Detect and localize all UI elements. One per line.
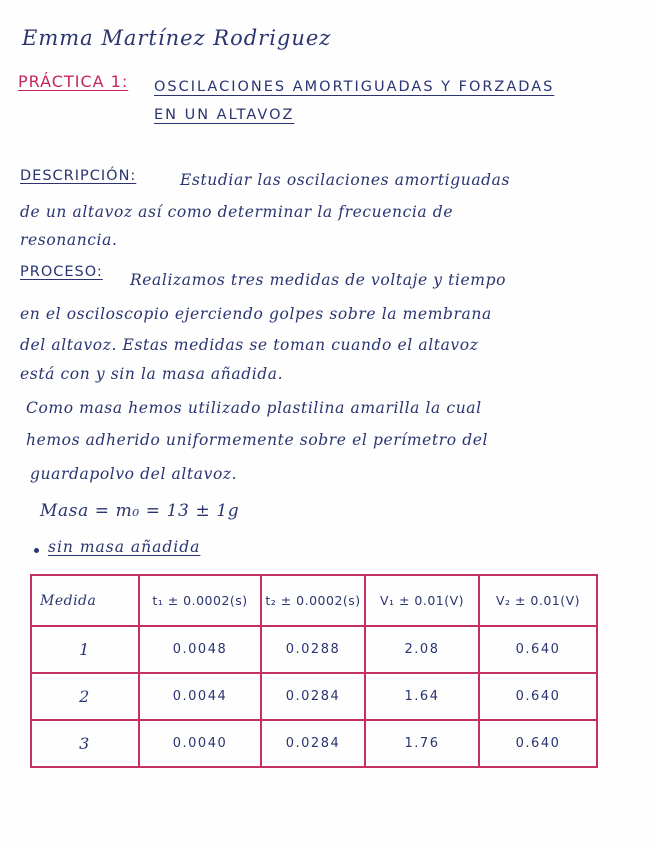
proceso-line-3: del altavoz. Estas medidas se toman cuando el altavoz bbox=[20, 336, 479, 354]
cell-medida: 2 bbox=[31, 673, 139, 720]
descripcion-line-3: resonancia. bbox=[20, 231, 118, 249]
descripcion-line-2: de un altavoz así como determinar la frecuencia de bbox=[20, 203, 454, 221]
table-row bbox=[31, 673, 597, 720]
cell-t1: 0.0044 bbox=[139, 673, 261, 720]
practice-title-line-2: EN UN ALTAVOZ bbox=[154, 107, 295, 123]
header-t1: t₁ ± 0.0002(s) bbox=[139, 575, 261, 626]
cell-v1: 1.64 bbox=[365, 673, 479, 720]
proceso-line-5: Como masa hemos utilizado plastilina amarilla la cual bbox=[26, 399, 482, 417]
cell-t2: 0.0284 bbox=[261, 720, 365, 767]
cell-v2: 0.640 bbox=[479, 673, 597, 720]
proceso-line-6: hemos adherido uniformemente sobre el perímetro del bbox=[26, 431, 489, 449]
proceso-line-4: está con y sin la masa añadida. bbox=[20, 365, 284, 383]
proceso-label: PROCESO: bbox=[20, 264, 103, 280]
proceso-line-2: en el osciloscopio ejerciendo golpes sobre la membrana bbox=[20, 305, 492, 323]
descripcion-label: DESCRIPCIÓN: bbox=[20, 168, 137, 184]
cell-medida: 3 bbox=[31, 720, 139, 767]
header-v2: V₂ ± 0.01(V) bbox=[479, 575, 597, 626]
practice-title-line-1: OSCILACIONES AMORTIGUADAS Y FORZADAS bbox=[154, 79, 555, 95]
cell-v1: 2.08 bbox=[365, 626, 479, 673]
author-name: Emma Martínez Rodriguez bbox=[22, 26, 332, 50]
cell-t1: 0.0048 bbox=[139, 626, 261, 673]
header-v1: V₁ ± 0.01(V) bbox=[365, 575, 479, 626]
table-row bbox=[31, 626, 597, 673]
cell-v1: 1.76 bbox=[365, 720, 479, 767]
header-medida: Medida bbox=[31, 575, 139, 626]
cell-t1: 0.0040 bbox=[139, 720, 261, 767]
subheading-sin-masa: sin masa añadida bbox=[48, 538, 201, 556]
practice-number: PRÁCTICA 1: bbox=[18, 72, 129, 91]
bullet-icon bbox=[34, 548, 39, 553]
masa-value: Masa = m₀ = 13 ± 1g bbox=[40, 501, 240, 521]
table-header-row bbox=[31, 575, 597, 626]
cell-t2: 0.0288 bbox=[261, 626, 365, 673]
header-t2: t₂ ± 0.0002(s) bbox=[261, 575, 365, 626]
proceso-line-1: Realizamos tres medidas de voltaje y tiempo bbox=[130, 271, 507, 289]
measurements-table bbox=[30, 574, 598, 768]
cell-v2: 0.640 bbox=[479, 720, 597, 767]
cell-t2: 0.0284 bbox=[261, 673, 365, 720]
cell-medida: 1 bbox=[31, 626, 139, 673]
table-row bbox=[31, 720, 597, 767]
proceso-line-7: guardapolvo del altavoz. bbox=[30, 465, 238, 483]
cell-v2: 0.640 bbox=[479, 626, 597, 673]
descripcion-line-1: Estudiar las oscilaciones amortiguadas bbox=[180, 171, 511, 189]
